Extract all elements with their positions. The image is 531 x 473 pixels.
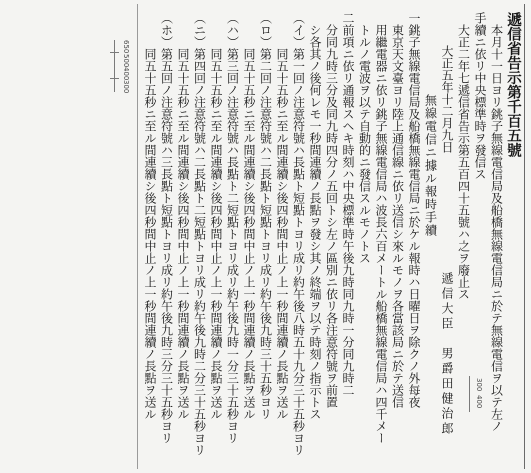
- scale-tick: [110, 52, 119, 53]
- subitem-ro-line: 同五十五秒ニ至ル間連續シ後四秒間中止ノ上一秒間連續ノ長點ヲ送ル: [242, 48, 256, 420]
- item-1-line: 一銚子無線電信局及船橋無線電信局ニ於ケル報時ハ日曜日ヲ除クノ外每夜: [407, 12, 421, 408]
- subitem-ni-line: （ニ）第四回ノ注意符號ハ二長點ト二短點トヨリ成リ約午後九時二分三十五秒ヨリ: [192, 12, 207, 456]
- item-1-line: 用繼電器ニ依リ銚子無線電信局ハ波長六百メートル船橋無線電信局ハ四千メー: [374, 24, 388, 444]
- repeal-line: 大正二年七遞信省告示第五百四十五號ハ之ヲ廢止ス: [456, 24, 471, 300]
- item-2-line: 二前項ニ依リ通報スヘキ時刻ハ中央標準時午後九時同九時一分同九時二: [341, 12, 355, 396]
- item-2-line: シ各其ノ後何レモ一秒間連續ノ長點ヲ發シ其ノ終端ヲ以テ時刻ノ指示トス: [308, 24, 322, 420]
- scale-line: [114, 40, 115, 92]
- subitem-ro-line: （ロ）第二回ノ注意符號ハ二長點ト短點トヨリ成リ約午後九時三十五秒ヨリ: [258, 12, 273, 420]
- scale-tick: [110, 78, 119, 79]
- section-title: 無線電信ニ據ル報時手續: [423, 94, 438, 237]
- notice-text-block: [142, 12, 522, 467]
- item-2-line: 分同九時三分及同九時四分ノ五回トシ左ノ區別ニ依リ各注意符號ヲ前置: [324, 24, 339, 408]
- item-1-line: 東京天文臺ヨリ陸上通信線ニ依リ送信シ來ルモノヲ各當該局ニ於テ送信: [390, 24, 405, 408]
- minister-signature: 遞信大臣 男爵田健治郎: [440, 272, 454, 437]
- subitem-i-line: （イ）第一回ノ注意符號ハ長點ト短點トヨリ成リ約午後八時五十九分三十五秒ヨリ: [291, 12, 306, 456]
- preamble-line: 手續ニ依リ中央標準時ヲ發信ス: [473, 12, 487, 180]
- subitem-ha-line: 同五十五秒ニ至ル間連續シ後四秒間中止ノ上一秒間連續ノ長點ヲ送ル: [209, 48, 223, 420]
- subitem-ha-line: （ハ）第三回ノ注意符號ハ長點ト二短點トヨリ成リ約午後九時一分三十五秒ヨリ: [225, 12, 240, 444]
- subitem-ni-line: 同五十五秒ニ至ル間連續シ後四秒間中止ノ上一秒間連續ノ長點ヲ送ル: [176, 48, 190, 420]
- subitem-ho-line: （ホ）第五回ノ注意符號ハ三長點ト短點トヨリ成リ約午後九時三分三十五秒ヨリ: [159, 12, 174, 444]
- notice-date: 大正五年十二月九日: [440, 45, 454, 153]
- item-1-line: トルノ電波ヲ以テ自動的ニ發信スルモノトス: [357, 24, 372, 264]
- scale-label: 650: [122, 40, 130, 54]
- scale-label: 300: [475, 378, 483, 392]
- subitem-ho-line: 同五十五秒ニ至ル間連續シ後四秒間中止ノ上一秒間連續ノ長點ヲ送ル: [143, 48, 157, 420]
- page-frame-left-rule: [137, 4, 138, 469]
- date-signature-line: [439, 12, 456, 467]
- scale-label: 400: [475, 395, 483, 409]
- page-frame-right-rule: [524, 4, 525, 469]
- scale-label: 400: [122, 67, 130, 81]
- scale-label: 300: [122, 80, 130, 94]
- scale-label: 500: [122, 54, 130, 68]
- preamble-line: 本月十一日ヨリ銚子無線電信局及船橋無線電信局ニ於テ無線電信ヲ以テ左ノ: [489, 24, 504, 432]
- subitem-i-line: 同五十五秒ニ至ル間連續シ後四秒間中止ノ上一秒間連續ノ長點ヲ送ル: [275, 48, 289, 420]
- notice-title: 遞信省告示第千百五號: [505, 12, 521, 157]
